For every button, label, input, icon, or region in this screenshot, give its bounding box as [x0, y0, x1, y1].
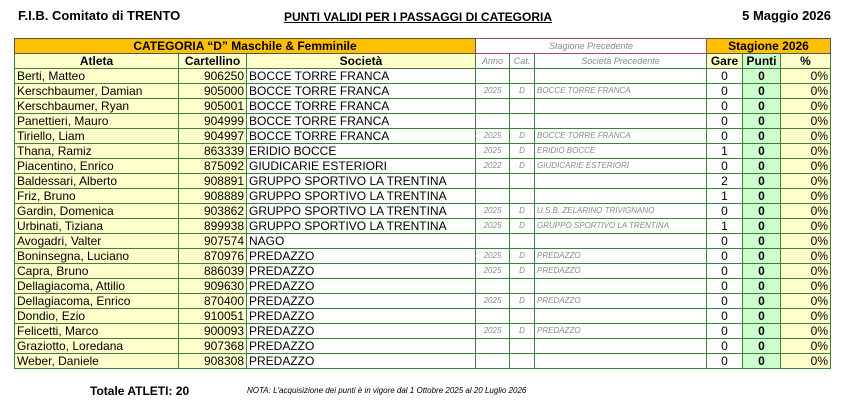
athlete-name: Avogadri, Valter: [15, 234, 179, 249]
races-count: 0: [707, 294, 743, 309]
col-gare: Gare: [707, 54, 743, 69]
table-row: [15, 69, 831, 84]
prev-year: 2025: [476, 204, 510, 219]
table-row: [15, 279, 831, 294]
club-name: PREDAZZO: [247, 264, 476, 279]
table-row: [15, 159, 831, 174]
athlete-name: Dondio, Ezio: [15, 309, 179, 324]
report-title: PUNTI VALIDI PER I PASSAGGI DI CATEGORIA: [284, 10, 553, 24]
athlete-name: Kerschbaumer, Damian: [15, 84, 179, 99]
prev-year: 2025: [476, 264, 510, 279]
prev-club: [535, 189, 707, 204]
total-athletes: Totale ATLETI: 20: [90, 384, 190, 398]
prev-category: D: [510, 219, 535, 234]
prev-club: PREDAZZO: [535, 249, 707, 264]
races-count: 0: [707, 234, 743, 249]
prev-year: [476, 189, 510, 204]
card-number: 899938: [179, 219, 247, 234]
athlete-name: Thana, Ramiz: [15, 144, 179, 159]
races-count: 0: [707, 339, 743, 354]
card-number: 870400: [179, 294, 247, 309]
points-value: 0: [743, 69, 781, 84]
prev-club: BOCCE TORRE FRANCA: [535, 129, 707, 144]
card-number: 910051: [179, 309, 247, 324]
prev-year: [476, 354, 510, 369]
percent-value: 0%: [781, 84, 831, 99]
points-value: 0: [743, 249, 781, 264]
club-name: BOCCE TORRE FRANCA: [247, 99, 476, 114]
athlete-name: Piacentino, Enrico: [15, 159, 179, 174]
races-count: 0: [707, 84, 743, 99]
prev-category: [510, 99, 535, 114]
races-count: 0: [707, 264, 743, 279]
club-name: PREDAZZO: [247, 309, 476, 324]
club-name: NAGO: [247, 234, 476, 249]
percent-value: 0%: [781, 309, 831, 324]
prev-club: PREDAZZO: [535, 294, 707, 309]
prev-club: [535, 234, 707, 249]
races-count: 1: [707, 144, 743, 159]
percent-value: 0%: [781, 189, 831, 204]
col-cat: Cat.: [510, 54, 535, 69]
card-number: 909630: [179, 279, 247, 294]
column-headers: [15, 54, 831, 69]
prev-category: [510, 339, 535, 354]
percent-value: 0%: [781, 294, 831, 309]
prev-year: [476, 279, 510, 294]
races-count: 0: [707, 204, 743, 219]
report-date: 5 Maggio 2026: [742, 8, 831, 23]
percent-value: 0%: [781, 114, 831, 129]
prev-year: [476, 234, 510, 249]
table-row: [15, 189, 831, 204]
prev-club: U.S.B. ZELARINO TRIVIGNANO: [535, 204, 707, 219]
percent-value: 0%: [781, 219, 831, 234]
percent-value: 0%: [781, 324, 831, 339]
card-number: 905000: [179, 84, 247, 99]
points-value: 0: [743, 264, 781, 279]
races-count: 0: [707, 324, 743, 339]
club-name: GRUPPO SPORTIVO LA TRENTINA: [247, 219, 476, 234]
prev-club: GIUDICARIE ESTERIORI: [535, 159, 707, 174]
points-value: 0: [743, 234, 781, 249]
card-number: 875092: [179, 159, 247, 174]
races-count: 2: [707, 174, 743, 189]
points-value: 0: [743, 219, 781, 234]
card-number: 904999: [179, 114, 247, 129]
club-name: BOCCE TORRE FRANCA: [247, 114, 476, 129]
points-value: 0: [743, 159, 781, 174]
percent-value: 0%: [781, 249, 831, 264]
card-number: 908308: [179, 354, 247, 369]
points-value: 0: [743, 339, 781, 354]
prev-club: [535, 339, 707, 354]
table-row: [15, 249, 831, 264]
table-row: [15, 204, 831, 219]
athlete-name: Felicetti, Marco: [15, 324, 179, 339]
points-value: 0: [743, 279, 781, 294]
athlete-name: Friz, Bruno: [15, 189, 179, 204]
points-value: 0: [743, 324, 781, 339]
prev-year: 2025: [476, 219, 510, 234]
prev-club: PREDAZZO: [535, 324, 707, 339]
races-count: 0: [707, 129, 743, 144]
athlete-name: Kerschbaumer, Ryan: [15, 99, 179, 114]
athlete-name: Urbinati, Tiziana: [15, 219, 179, 234]
races-count: 0: [707, 159, 743, 174]
table-row: [15, 234, 831, 249]
table-row: [15, 264, 831, 279]
races-count: 1: [707, 219, 743, 234]
athlete-name: Dellagiacoma, Enrico: [15, 294, 179, 309]
athlete-name: Weber, Daniele: [15, 354, 179, 369]
prev-category: [510, 279, 535, 294]
col-anno: Anno: [476, 54, 510, 69]
table-row: [15, 84, 831, 99]
prev-club: PREDAZZO: [535, 264, 707, 279]
prev-club: [535, 309, 707, 324]
prev-year: 2025: [476, 144, 510, 159]
card-number: 886039: [179, 264, 247, 279]
col-perc: %: [781, 54, 831, 69]
table-row: [15, 144, 831, 159]
prev-club: GRUPPO SPORTIVO LA TRENTINA: [535, 219, 707, 234]
card-number: 908889: [179, 189, 247, 204]
percent-value: 0%: [781, 339, 831, 354]
table-row: [15, 339, 831, 354]
col-punti: Punti: [743, 54, 781, 69]
races-count: 0: [707, 249, 743, 264]
races-count: 0: [707, 69, 743, 84]
card-number: 907368: [179, 339, 247, 354]
percent-value: 0%: [781, 234, 831, 249]
prev-year: [476, 339, 510, 354]
prev-year: 2025: [476, 294, 510, 309]
prev-club: [535, 69, 707, 84]
club-name: GRUPPO SPORTIVO LA TRENTINA: [247, 189, 476, 204]
prev-category: [510, 354, 535, 369]
prev-club: [535, 279, 707, 294]
prev-year: 2025: [476, 84, 510, 99]
table-band: [15, 39, 831, 54]
card-number: 908891: [179, 174, 247, 189]
table-row: [15, 309, 831, 324]
col-cartellino: Cartellino: [179, 54, 247, 69]
percent-value: 0%: [781, 69, 831, 84]
col-societa-prec: Società Precedente: [535, 54, 707, 69]
table-row: [15, 354, 831, 369]
athlete-name: Boninsegna, Luciano: [15, 249, 179, 264]
prev-club: [535, 354, 707, 369]
prev-year: [476, 309, 510, 324]
col-atleta: Atleta: [15, 54, 179, 69]
athlete-name: Tiriello, Liam: [15, 129, 179, 144]
card-number: 903862: [179, 204, 247, 219]
athlete-name: Gardin, Domenica: [15, 204, 179, 219]
club-name: BOCCE TORRE FRANCA: [247, 129, 476, 144]
prev-category: D: [510, 249, 535, 264]
club-name: ERIDIO BOCCE: [247, 144, 476, 159]
percent-value: 0%: [781, 144, 831, 159]
points-value: 0: [743, 129, 781, 144]
prev-year: 2025: [476, 129, 510, 144]
club-name: GIUDICARIE ESTERIORI: [247, 159, 476, 174]
current-season-label: Stagione 2026: [707, 39, 831, 54]
points-value: 0: [743, 99, 781, 114]
table-row: [15, 114, 831, 129]
athlete-name: Panettieri, Mauro: [15, 114, 179, 129]
club-name: PREDAZZO: [247, 294, 476, 309]
points-value: 0: [743, 144, 781, 159]
table-row: [15, 129, 831, 144]
table-row: [15, 174, 831, 189]
percent-value: 0%: [781, 99, 831, 114]
points-value: 0: [743, 84, 781, 99]
prev-year: [476, 114, 510, 129]
points-value: 0: [743, 204, 781, 219]
table-row: [15, 99, 831, 114]
percent-value: 0%: [781, 159, 831, 174]
club-name: BOCCE TORRE FRANCA: [247, 84, 476, 99]
prev-category: D: [510, 144, 535, 159]
prev-club: BOCCE TORRE FRANCA: [535, 84, 707, 99]
prev-category: [510, 69, 535, 84]
club-name: PREDAZZO: [247, 354, 476, 369]
prev-category: D: [510, 159, 535, 174]
points-value: 0: [743, 354, 781, 369]
prev-club: ERIDIO BOCCE: [535, 144, 707, 159]
prev-category: [510, 309, 535, 324]
club-name: PREDAZZO: [247, 324, 476, 339]
table-row: [15, 324, 831, 339]
card-number: 905001: [179, 99, 247, 114]
athlete-name: Berti, Matteo: [15, 69, 179, 84]
races-count: 0: [707, 279, 743, 294]
prev-category: [510, 189, 535, 204]
races-count: 0: [707, 309, 743, 324]
athlete-name: Baldessari, Alberto: [15, 174, 179, 189]
committee-title: F.I.B. Comitato di TRENTO: [18, 8, 181, 23]
athlete-name: Capra, Bruno: [15, 264, 179, 279]
card-number: 870976: [179, 249, 247, 264]
points-value: 0: [743, 309, 781, 324]
percent-value: 0%: [781, 129, 831, 144]
races-count: 0: [707, 114, 743, 129]
percent-value: 0%: [781, 204, 831, 219]
prev-year: [476, 99, 510, 114]
prev-year: 2025: [476, 324, 510, 339]
card-number: 863339: [179, 144, 247, 159]
card-number: 907574: [179, 234, 247, 249]
club-name: BOCCE TORRE FRANCA: [247, 69, 476, 84]
prev-category: D: [510, 129, 535, 144]
races-count: 0: [707, 354, 743, 369]
ranking-table: [14, 38, 831, 369]
prev-category: [510, 174, 535, 189]
prev-category: D: [510, 84, 535, 99]
prev-year: 2025: [476, 249, 510, 264]
prev-category: D: [510, 294, 535, 309]
club-name: PREDAZZO: [247, 249, 476, 264]
percent-value: 0%: [781, 174, 831, 189]
prev-category: D: [510, 324, 535, 339]
prev-category: D: [510, 204, 535, 219]
prev-year: [476, 174, 510, 189]
prev-club: [535, 174, 707, 189]
percent-value: 0%: [781, 279, 831, 294]
points-value: 0: [743, 189, 781, 204]
table-row: [15, 294, 831, 309]
club-name: PREDAZZO: [247, 279, 476, 294]
points-value: 0: [743, 114, 781, 129]
races-count: 0: [707, 99, 743, 114]
points-note: NOTA: L'acquisizione dei punti è in vigore dal 1 Ottobre 2025 al 20 Luglio 2026: [247, 386, 527, 395]
club-name: PREDAZZO: [247, 339, 476, 354]
prev-category: [510, 234, 535, 249]
prev-category: D: [510, 264, 535, 279]
club-name: GRUPPO SPORTIVO LA TRENTINA: [247, 204, 476, 219]
previous-season-label: Stagione Precedente: [476, 39, 707, 54]
races-count: 1: [707, 189, 743, 204]
athlete-name: Dellagiacoma, Attilio: [15, 279, 179, 294]
card-number: 900093: [179, 324, 247, 339]
prev-year: 2022: [476, 159, 510, 174]
prev-club: [535, 99, 707, 114]
prev-category: [510, 114, 535, 129]
prev-club: [535, 114, 707, 129]
percent-value: 0%: [781, 354, 831, 369]
table-row: [15, 219, 831, 234]
category-title: CATEGORIA “D” Maschile & Femminile: [15, 39, 476, 54]
card-number: 906250: [179, 69, 247, 84]
card-number: 904997: [179, 129, 247, 144]
points-value: 0: [743, 174, 781, 189]
col-societa: Società: [247, 54, 476, 69]
percent-value: 0%: [781, 264, 831, 279]
athlete-name: Graziotto, Loredana: [15, 339, 179, 354]
club-name: GRUPPO SPORTIVO LA TRENTINA: [247, 174, 476, 189]
prev-year: [476, 69, 510, 84]
points-value: 0: [743, 294, 781, 309]
